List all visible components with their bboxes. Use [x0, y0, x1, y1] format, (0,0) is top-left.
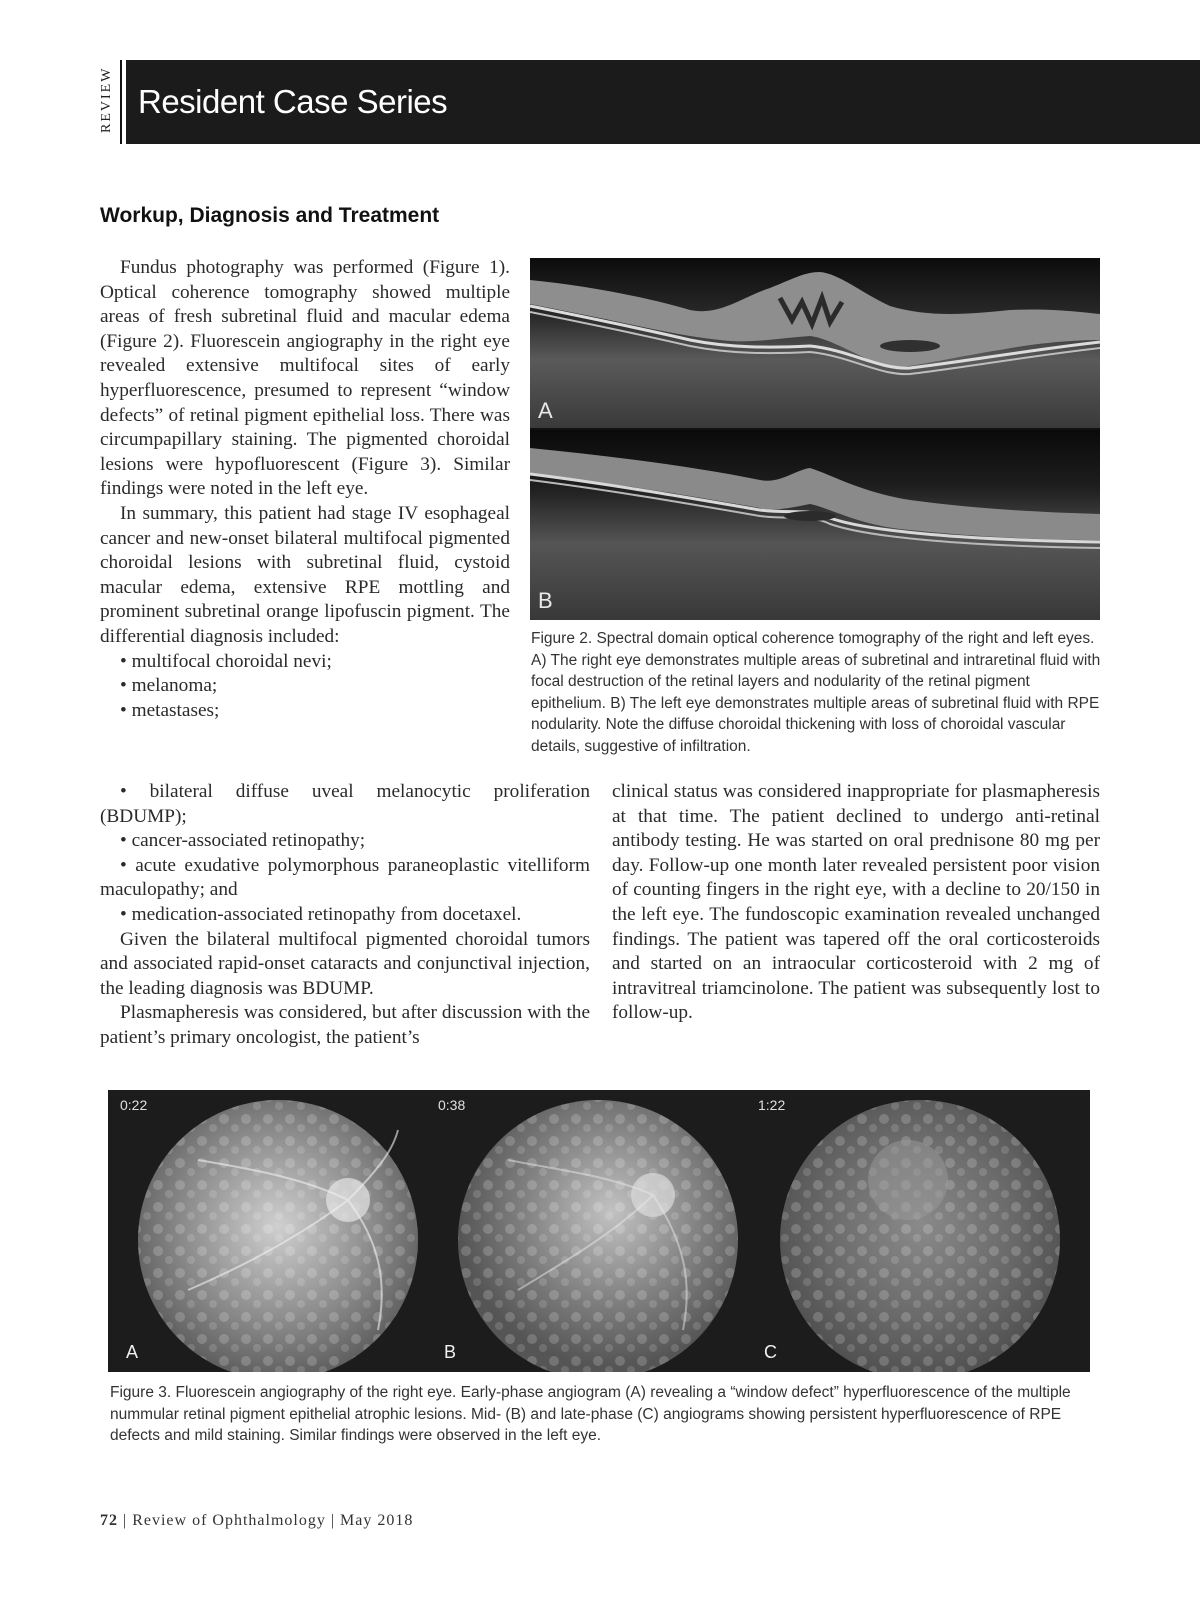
- header-title: Resident Case Series: [138, 83, 448, 120]
- paragraph-fundus: Fundus photography was performed (Figure 1). Optical coherence tomography showed multiple areas of fresh subretinal fluid and macular edema (Figure 2). Fluorescein angiography in the right eye revealed extensive multifocal sites of early hyperfluorescence, presumed to represent “window defects” of retinal pigment epithelial loss. There was circumpapillary staining. The pigmented choroidal lesions were hypofluorescent (Figure 3). Similar findings were noted in the left eye.: [100, 257, 510, 500]
- figure-3-caption: Figure 3. Fluorescein angiography of the right eye. Early-phase angiogram (A) revealing a “window defect” hyperfluorescence of the multiple nummular retinal pigment epithelial atrophic lesions. Mid- (B) and late-phase (C) angiograms showing persistent hyperfluorescence of RPE defects and mild staining. Similar findings were observed in the left eye.: [110, 1384, 1071, 1445]
- figure-3-angiography-image: [108, 1090, 1090, 1372]
- footer-separator: |: [123, 1512, 128, 1529]
- column-1-lower: [100, 780, 590, 1051]
- oct-panel-b: [530, 430, 1100, 620]
- angiogram-time-c: 1:22: [758, 1097, 786, 1113]
- diagnosis-item: • metastases;: [120, 699, 220, 721]
- diagnosis-item: • acute exudative polymorphous paraneoplastic vitelliform maculopathy; and: [100, 854, 590, 901]
- header-rule: [120, 60, 122, 144]
- angiogram-label-c: C: [764, 1342, 777, 1362]
- angiogram-panel-c: [758, 1097, 1060, 1372]
- diagnosis-item: • melanoma;: [120, 675, 218, 697]
- angiogram-panel-a: [120, 1097, 418, 1372]
- angiogram-label-b: B: [444, 1342, 457, 1362]
- angiogram-time-a: 0:22: [120, 1097, 148, 1113]
- section-heading: Workup, Diagnosis and Treatment: [100, 204, 440, 227]
- diagnosis-item: • multifocal choroidal nevi;: [120, 650, 332, 672]
- diagnosis-item: • bilateral diffuse uveal melanocytic proliferation (BDUMP);: [100, 781, 590, 827]
- angiogram-label-a: A: [126, 1342, 139, 1362]
- page-footer: [100, 1512, 413, 1530]
- review-side-tag: REVIEW: [99, 66, 114, 134]
- angiogram-time-b: 0:38: [438, 1097, 466, 1113]
- paragraph-leading-diagnosis: Given the bilateral multifocal pigmented choroidal tumors and associated rapid-onset cataracts and conjunctival injection, the leading diagnosis was BDUMP.: [100, 928, 590, 999]
- journal-name: Review of Ophthalmology: [132, 1512, 326, 1529]
- paragraph-followup: clinical status was considered inappropriate for plasmapheresis at that time. The patient declined to undergo anti-retinal antibody testing. He was started on oral prednisone 80 mg per day. Follow-up one month later revealed persistent poor vision of counting fingers in the right eye, with a decline to 20/150 in the left eye. The fundoscopic examination revealed unchanged findings. The patient was tapered off the oral corticosteroids and started on an intraocular corticosteroid with 2 mg of intravitreal triamcinolone. The patient was subsequently lost to follow-up.: [612, 781, 1100, 1024]
- oct-scans: [530, 258, 1100, 620]
- oct-panel-a-label: A: [538, 398, 553, 423]
- oct-panel-a: [530, 258, 1100, 428]
- page-number: 72: [100, 1512, 118, 1529]
- diagnosis-item: • cancer-associated retinopathy;: [120, 830, 366, 852]
- footer-separator: |: [330, 1512, 336, 1529]
- column-1-upper: [100, 256, 510, 723]
- angiography-panels: [108, 1090, 1090, 1372]
- issue-date: May 2018: [340, 1512, 414, 1529]
- figure-2-caption: Figure 2. Spectral domain optical coherence tomography of the right and left eyes. A) The right eye demonstrates multiple areas of subretinal and intraretinal fluid with focal destruction of the retinal layers and nodularity of the retinal pigment epithelium. B) The left eye demonstrates multiple areas of subretinal fluid with RPE nodularity. Note the diffuse choroidal thickening with loss of choroidal vascular details, suggestive of infiltration.: [531, 630, 1101, 755]
- figure-2-oct-image: [530, 258, 1100, 620]
- paragraph-summary: In summary, this patient had stage IV esophageal cancer and new-onset bilateral multifocal pigmented choroidal lesions with subretinal fluid, cystoid macular edema, extensive RPE mottling and prominent subretinal orange lipofuscin pigment. The differential diagnosis included:: [100, 502, 510, 647]
- angiogram-panel-b: [438, 1097, 738, 1372]
- oct-panel-b-label: B: [538, 588, 553, 613]
- paragraph-plasmapheresis: Plasmapheresis was considered, but after discussion with the patient’s primary oncologist, the patient’s: [100, 1002, 590, 1048]
- diagnosis-item: • medication-associated retinopathy from docetaxel.: [120, 903, 522, 925]
- column-2: [612, 780, 1100, 1026]
